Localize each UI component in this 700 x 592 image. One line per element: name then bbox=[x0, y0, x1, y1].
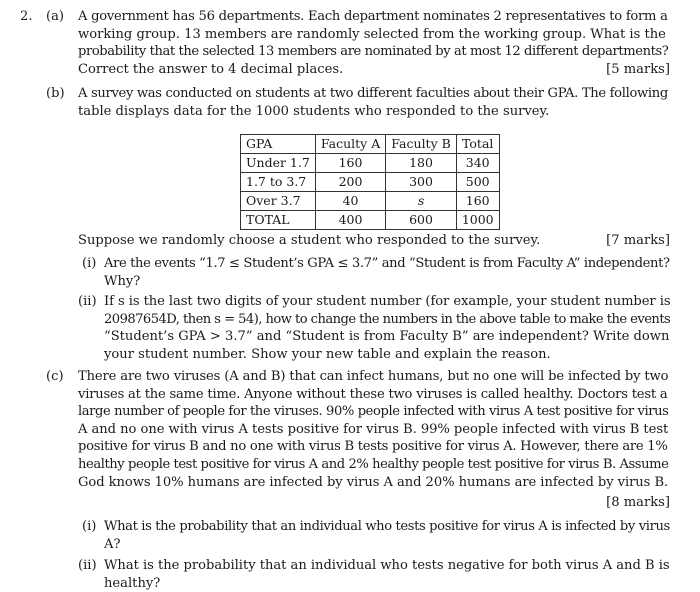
table-cell: 500 bbox=[456, 173, 499, 192]
table-cell: 340 bbox=[456, 154, 499, 173]
part-c-marks: [8 marks] bbox=[606, 495, 670, 510]
table-header: Faculty B bbox=[386, 135, 457, 154]
part-b-i-text bbox=[104, 255, 670, 290]
part-b-i-line: Why? bbox=[104, 273, 141, 289]
part-a-label: (a) bbox=[46, 9, 65, 24]
table-header-row bbox=[241, 135, 500, 154]
table-cell: 160 bbox=[315, 154, 385, 173]
part-b-ii-line: your student number. Show your new table and explain the reason. bbox=[104, 346, 551, 362]
part-c-line: A and no one with virus A tests positive for virus B. 99% people infected with virus B test bbox=[78, 421, 669, 437]
question-number: 2. bbox=[20, 9, 33, 24]
part-b-ii-label: (ii) bbox=[78, 294, 97, 309]
part-c-line: God knows 10% humans are infected by virus A and 20% humans are infected by virus B. bbox=[78, 474, 669, 490]
part-b-line: table displays data for the 1000 students who responded to the survey. bbox=[78, 103, 550, 119]
part-c-i-line: What is the probability that an individual who tests positive for virus A is infected by virus bbox=[104, 519, 670, 534]
part-c-line: healthy people test positive for virus A and 2% healthy people test positive for virus B. Assume bbox=[78, 456, 669, 472]
table-header: Faculty A bbox=[315, 135, 385, 154]
table-row bbox=[241, 211, 500, 230]
part-c-label: (c) bbox=[46, 369, 64, 384]
part-b-i-label: (i) bbox=[82, 256, 97, 271]
table-header: Total bbox=[456, 135, 499, 154]
part-a-line: Correct the answer to 4 decimal places. bbox=[78, 61, 344, 77]
part-b-ii-text bbox=[104, 293, 670, 363]
part-b-intro bbox=[78, 232, 540, 250]
table-cell: 1.7 to 3.7 bbox=[241, 173, 316, 192]
table-cell: 400 bbox=[315, 211, 385, 230]
part-b-ii-line: “Student’s GPA > 3.7” and “Student is from Faculty B” are independent? Write down bbox=[104, 329, 670, 345]
table-cell: 160 bbox=[456, 192, 499, 211]
part-c-i-label: (i) bbox=[82, 519, 97, 534]
part-b-marks: [7 marks] bbox=[606, 233, 670, 248]
part-a-line: working group. 13 members are randomly selected from the working group. What is the bbox=[78, 26, 666, 42]
table-cell: TOTAL bbox=[241, 211, 316, 230]
part-c-ii-label: (ii) bbox=[78, 558, 97, 573]
part-c-ii-line: What is the probability that an individual who tests negative for both virus A and B is bbox=[104, 558, 670, 573]
part-c-i-line: A? bbox=[104, 536, 121, 552]
part-c-line: large number of people for the viruses. 90% people infected with virus A test positive for virus bbox=[78, 404, 669, 420]
table-cell: 200 bbox=[315, 173, 385, 192]
part-c-ii-text bbox=[104, 557, 670, 592]
part-b-ii-line: 20987654D, then s = 54), how to change the numbers in the above table to make the events bbox=[104, 311, 671, 327]
part-c-line: There are two viruses (A and B) that can infect humans, but no one will be infected by two bbox=[78, 369, 669, 384]
table-cell: 1000 bbox=[456, 211, 499, 230]
part-b-text bbox=[78, 85, 668, 120]
part-c-text bbox=[78, 368, 668, 491]
part-b-ii-line: If s is the last two digits of your student number (for example, your student number is bbox=[104, 294, 671, 309]
table-cell: Over 3.7 bbox=[241, 192, 316, 211]
part-a-line: probability that the selected 13 members are nominated by at most 12 different departments? bbox=[78, 44, 669, 60]
table-cell: 180 bbox=[386, 154, 457, 173]
table-header: GPA bbox=[241, 135, 316, 154]
part-b-i-line: Are the events “1.7 ≤ Student’s GPA ≤ 3.7” and “Student is from Faculty A” independent? bbox=[104, 256, 670, 271]
table-cell: 40 bbox=[315, 192, 385, 211]
part-b-label: (b) bbox=[46, 86, 65, 101]
part-c-i-text bbox=[104, 518, 670, 553]
table-cell: 300 bbox=[386, 173, 457, 192]
part-c-line: positive for virus B and no one with virus B tests positive for virus A. However, there are 1% bbox=[78, 439, 668, 455]
part-c-line: viruses at the same time. Anyone without these two viruses is called healthy. Doctors test a bbox=[78, 386, 668, 402]
table-cell: 600 bbox=[386, 211, 457, 230]
table-row bbox=[241, 154, 500, 173]
part-b-intro-line: Suppose we randomly choose a student who responded to the survey. bbox=[78, 233, 541, 248]
part-a-line: A government has 56 departments. Each department nominates 2 representatives to form a bbox=[78, 9, 668, 24]
table-row bbox=[241, 173, 500, 192]
part-a-marks: [5 marks] bbox=[606, 62, 670, 77]
table-cell: s bbox=[386, 192, 457, 211]
gpa-table bbox=[240, 134, 500, 230]
part-a-text bbox=[78, 8, 668, 78]
table-cell: Under 1.7 bbox=[241, 154, 316, 173]
part-c-ii-line: healthy? bbox=[104, 575, 161, 591]
table-row bbox=[241, 192, 500, 211]
part-b-line: A survey was conducted on students at two different faculties about their GPA. The following bbox=[78, 86, 668, 101]
